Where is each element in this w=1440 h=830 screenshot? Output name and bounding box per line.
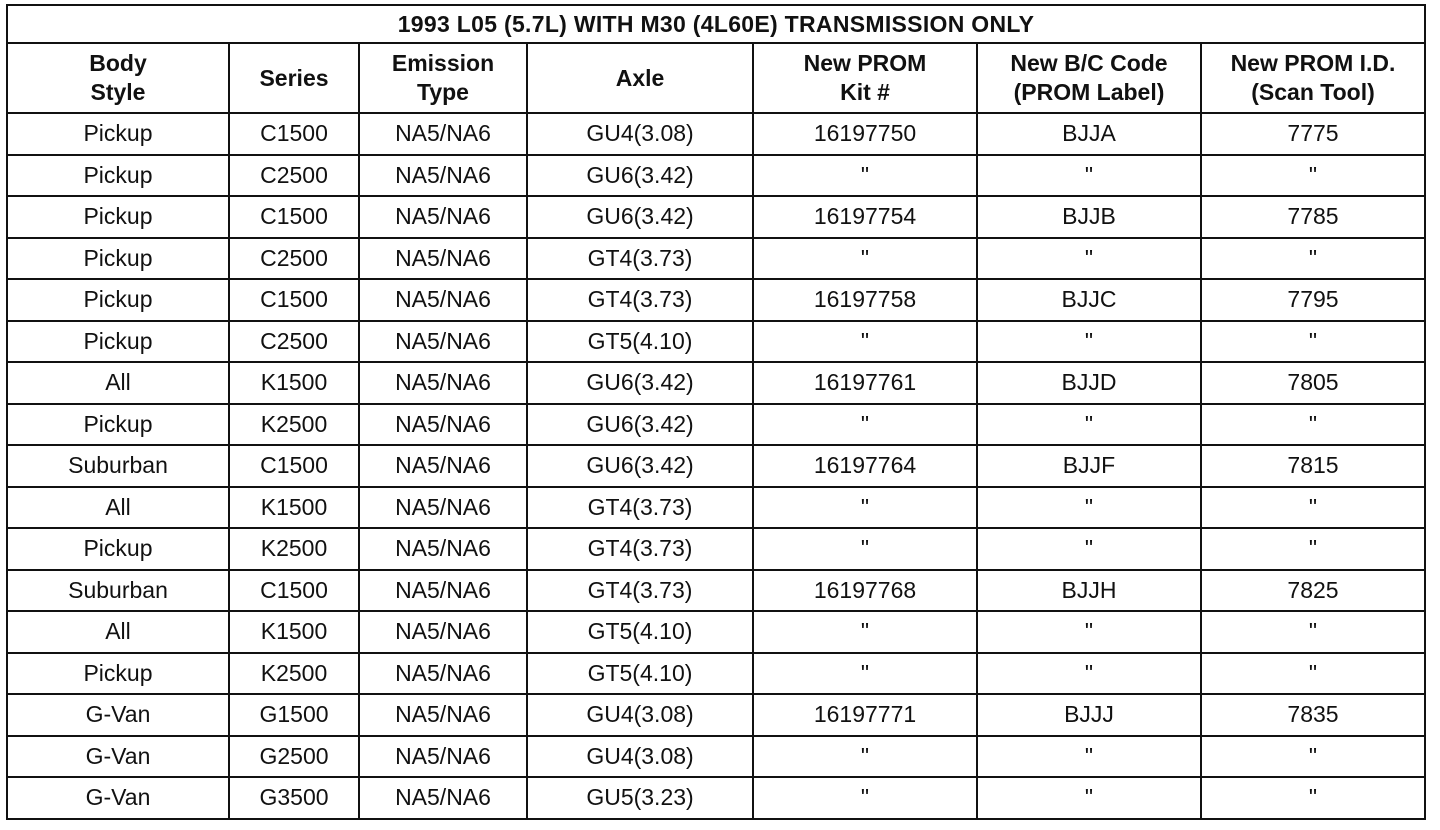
cell-body-style: Pickup [7, 653, 229, 695]
cell-bc: BJJB [977, 196, 1201, 238]
cell-axle: GT5(4.10) [527, 653, 753, 695]
table-row [7, 487, 1425, 529]
cell-emission-type: NA5/NA6 [359, 777, 527, 819]
cell-id: " [1201, 653, 1425, 695]
table-row [7, 279, 1425, 321]
cell-body-style: All [7, 487, 229, 529]
cell-kit: " [753, 321, 977, 363]
table-row [7, 238, 1425, 280]
cell-id: " [1201, 777, 1425, 819]
prom-table [6, 4, 1426, 820]
cell-series: C1500 [229, 113, 359, 155]
cell-emission-type: NA5/NA6 [359, 736, 527, 778]
cell-series: K2500 [229, 653, 359, 695]
cell-emission-type: NA5/NA6 [359, 487, 527, 529]
cell-series: C1500 [229, 196, 359, 238]
cell-emission-type: NA5/NA6 [359, 362, 527, 404]
cell-axle: GT4(3.73) [527, 528, 753, 570]
cell-series: K1500 [229, 487, 359, 529]
cell-kit: " [753, 528, 977, 570]
cell-body-style: G-Van [7, 736, 229, 778]
cell-body-style: Pickup [7, 238, 229, 280]
table-row [7, 736, 1425, 778]
cell-kit: 16197764 [753, 445, 977, 487]
cell-bc: " [977, 155, 1201, 197]
cell-axle: GU4(3.08) [527, 736, 753, 778]
cell-id: " [1201, 487, 1425, 529]
cell-series: K1500 [229, 362, 359, 404]
cell-axle: GU5(3.23) [527, 777, 753, 819]
cell-axle: GT4(3.73) [527, 570, 753, 612]
cell-emission-type: NA5/NA6 [359, 155, 527, 197]
header-new-bc-code-label: New B/C Code (PROM Label) [1010, 50, 1168, 105]
table-row [7, 445, 1425, 487]
header-row [7, 43, 1425, 113]
cell-emission-type: NA5/NA6 [359, 279, 527, 321]
table-row [7, 611, 1425, 653]
cell-kit: 16197761 [753, 362, 977, 404]
header-new-bc-code [977, 43, 1201, 113]
header-axle [527, 43, 753, 113]
cell-axle: GU6(3.42) [527, 196, 753, 238]
cell-series: K2500 [229, 528, 359, 570]
cell-emission-type: NA5/NA6 [359, 570, 527, 612]
cell-bc: BJJJ [977, 694, 1201, 736]
cell-bc: " [977, 487, 1201, 529]
header-body-style [7, 43, 229, 113]
cell-series: G2500 [229, 736, 359, 778]
table-body [7, 113, 1425, 819]
table-row [7, 155, 1425, 197]
cell-bc: BJJA [977, 113, 1201, 155]
cell-kit: 16197754 [753, 196, 977, 238]
cell-body-style: Pickup [7, 404, 229, 446]
cell-emission-type: NA5/NA6 [359, 196, 527, 238]
cell-body-style: Pickup [7, 528, 229, 570]
table-row [7, 362, 1425, 404]
cell-series: K1500 [229, 611, 359, 653]
table-row [7, 570, 1425, 612]
cell-id: " [1201, 238, 1425, 280]
header-new-prom-kit [753, 43, 977, 113]
cell-bc: " [977, 238, 1201, 280]
cell-kit: " [753, 736, 977, 778]
cell-id: 7775 [1201, 113, 1425, 155]
cell-series: C2500 [229, 155, 359, 197]
cell-body-style: Pickup [7, 279, 229, 321]
cell-kit: " [753, 238, 977, 280]
cell-bc: BJJH [977, 570, 1201, 612]
cell-bc: " [977, 611, 1201, 653]
cell-id: 7805 [1201, 362, 1425, 404]
cell-id: " [1201, 155, 1425, 197]
cell-body-style: Pickup [7, 321, 229, 363]
cell-emission-type: NA5/NA6 [359, 528, 527, 570]
cell-id: 7785 [1201, 196, 1425, 238]
cell-axle: GU6(3.42) [527, 445, 753, 487]
cell-id: 7825 [1201, 570, 1425, 612]
cell-body-style: G-Van [7, 694, 229, 736]
table-row [7, 113, 1425, 155]
header-axle-label: Axle [615, 64, 665, 91]
cell-series: G1500 [229, 694, 359, 736]
title-row [7, 5, 1425, 43]
header-series-label: Series [259, 64, 329, 91]
cell-bc: " [977, 777, 1201, 819]
cell-emission-type: NA5/NA6 [359, 694, 527, 736]
cell-bc: " [977, 736, 1201, 778]
cell-axle: GT5(4.10) [527, 321, 753, 363]
table-row [7, 777, 1425, 819]
table-row [7, 404, 1425, 446]
cell-axle: GU4(3.08) [527, 694, 753, 736]
cell-series: K2500 [229, 404, 359, 446]
cell-kit: " [753, 777, 977, 819]
cell-axle: GU6(3.42) [527, 155, 753, 197]
cell-id: 7835 [1201, 694, 1425, 736]
cell-bc: " [977, 653, 1201, 695]
header-new-prom-kit-label: New PROM Kit # [803, 50, 927, 105]
cell-bc: BJJC [977, 279, 1201, 321]
cell-emission-type: NA5/NA6 [359, 321, 527, 363]
cell-kit: " [753, 611, 977, 653]
cell-bc: " [977, 528, 1201, 570]
cell-bc: " [977, 321, 1201, 363]
cell-emission-type: NA5/NA6 [359, 113, 527, 155]
cell-id: " [1201, 321, 1425, 363]
header-new-prom-id [1201, 43, 1425, 113]
cell-emission-type: NA5/NA6 [359, 238, 527, 280]
cell-axle: GT4(3.73) [527, 238, 753, 280]
cell-series: C1500 [229, 279, 359, 321]
cell-body-style: All [7, 362, 229, 404]
header-emission-type [359, 43, 527, 113]
cell-axle: GU4(3.08) [527, 113, 753, 155]
cell-kit: 16197750 [753, 113, 977, 155]
cell-kit: " [753, 487, 977, 529]
cell-emission-type: NA5/NA6 [359, 653, 527, 695]
cell-id: " [1201, 528, 1425, 570]
header-body-style-label: Body Style [89, 50, 147, 105]
cell-id: " [1201, 611, 1425, 653]
cell-series: C2500 [229, 321, 359, 363]
cell-bc: BJJD [977, 362, 1201, 404]
table-row [7, 528, 1425, 570]
table-row [7, 653, 1425, 695]
header-emission-type-label: Emission Type [391, 50, 495, 105]
cell-kit: 16197758 [753, 279, 977, 321]
cell-bc: BJJF [977, 445, 1201, 487]
cell-body-style: G-Van [7, 777, 229, 819]
cell-kit: " [753, 155, 977, 197]
cell-body-style: Suburban [7, 570, 229, 612]
cell-bc: " [977, 404, 1201, 446]
header-series [229, 43, 359, 113]
cell-emission-type: NA5/NA6 [359, 404, 527, 446]
cell-kit: " [753, 404, 977, 446]
cell-id: 7815 [1201, 445, 1425, 487]
table-title: 1993 L05 (5.7L) WITH M30 (4L60E) TRANSMISSION ONLY [7, 5, 1425, 43]
cell-body-style: Suburban [7, 445, 229, 487]
cell-kit: " [753, 653, 977, 695]
table-row [7, 321, 1425, 363]
cell-kit: 16197771 [753, 694, 977, 736]
table-row [7, 196, 1425, 238]
header-new-prom-id-label: New PROM I.D. (Scan Tool) [1230, 50, 1396, 105]
cell-axle: GU6(3.42) [527, 404, 753, 446]
cell-series: C2500 [229, 238, 359, 280]
cell-axle: GT4(3.73) [527, 279, 753, 321]
cell-series: G3500 [229, 777, 359, 819]
cell-axle: GU6(3.42) [527, 362, 753, 404]
cell-body-style: Pickup [7, 155, 229, 197]
cell-series: C1500 [229, 570, 359, 612]
cell-axle: GT4(3.73) [527, 487, 753, 529]
table-row [7, 694, 1425, 736]
cell-axle: GT5(4.10) [527, 611, 753, 653]
cell-id: " [1201, 404, 1425, 446]
cell-emission-type: NA5/NA6 [359, 611, 527, 653]
cell-body-style: All [7, 611, 229, 653]
cell-series: C1500 [229, 445, 359, 487]
cell-body-style: Pickup [7, 113, 229, 155]
cell-id: " [1201, 736, 1425, 778]
cell-kit: 16197768 [753, 570, 977, 612]
cell-id: 7795 [1201, 279, 1425, 321]
cell-emission-type: NA5/NA6 [359, 445, 527, 487]
cell-body-style: Pickup [7, 196, 229, 238]
